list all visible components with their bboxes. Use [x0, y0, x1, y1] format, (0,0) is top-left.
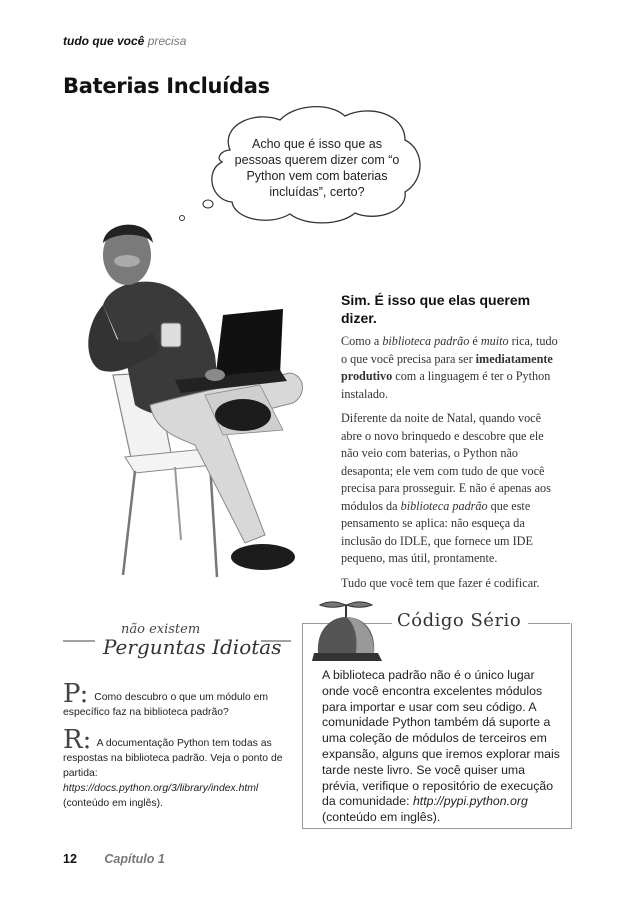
no-dumb-questions-header — [63, 614, 293, 664]
answer-heading: Sim. É isso que elas querem dizer. — [341, 292, 531, 326]
running-head-text: tudo que você — [63, 34, 145, 48]
propeller-cap-icon — [306, 595, 386, 675]
answer-text: A documentação Python tem todas as respostas na biblioteca padrão. Veja o ponto de partida: — [63, 738, 283, 779]
answer-paragraph-2 — [341, 410, 563, 568]
answer-tail: (conteúdo em inglês). — [63, 798, 163, 809]
serious-body: A biblioteca padrão não é o único lugar onde você encontra excelentes módulos para importar e usar com seu código. A comunidade Python também dá suporte a uma coleção de módulos de terceiros em expansão, alguns que iremos explorar mais tarde neste livro. Se você quiser uma prévia, verifique o repositório de execução da comunidade: — [322, 668, 560, 809]
text: que este pensamento se aplica: não esqueça da inclusão do IDLE, que fornece um IDE pequeno, mas útil, prontamente. — [341, 498, 533, 565]
text: Como a — [341, 334, 383, 348]
page-footer — [63, 852, 165, 866]
question-letter: P: — [63, 679, 89, 709]
emphasis: muito — [480, 334, 509, 348]
serious-code-title: Código Sério — [397, 610, 522, 631]
thought-text: Acho que é isso que as pessoas querem dizer com “o Python vem com baterias incluídas”, certo? — [234, 137, 400, 199]
serious-code-text — [322, 668, 562, 826]
strong-text: imediatamente produtivo — [341, 351, 553, 383]
page-title: Baterias Incluídas — [63, 74, 270, 98]
question-text: Como descubro o que um módulo em específico faz na biblioteca padrão? — [63, 692, 269, 718]
answer-paragraph-1 — [341, 333, 563, 403]
text: com a linguagem é ter o Python instalado. — [341, 369, 551, 401]
text: é — [469, 334, 481, 348]
answer-body — [341, 333, 563, 599]
running-head — [63, 34, 186, 48]
chapter-label: Capítulo 1 — [104, 852, 165, 866]
text: Diferente da noite de Natal, quando você abre o novo brinquedo e descobre que ele não veio com baterias, o Python não desaponta; ele vem com tudo de que você precisa para prosseguir. E não é apenas aos módulos da — [341, 411, 551, 513]
serious-tail: (conteúdo em inglês). — [322, 810, 441, 825]
docs-link[interactable]: https://docs.python.org/3/library/index.html — [63, 783, 259, 794]
text: rica, tudo o que você precisa para ser — [341, 334, 558, 366]
running-head-section: precisa — [147, 34, 187, 48]
faq-question — [63, 679, 285, 720]
pypi-link[interactable]: http://pypi.python.org — [412, 794, 528, 809]
emphasis: biblioteca padrão — [400, 498, 488, 513]
faq — [63, 679, 285, 811]
page-number: 12 — [63, 852, 77, 866]
answer-paragraph-3: Tudo que você tem que fazer é codificar. — [341, 575, 540, 590]
answer-letter: R: — [63, 725, 92, 755]
faq-answer — [63, 725, 285, 811]
person-with-laptop-illustration — [55, 205, 335, 585]
no-dumb-small: não existem — [121, 622, 201, 637]
emphasis: biblioteca padrão — [382, 334, 470, 348]
no-dumb-big: Perguntas Idiotas — [103, 635, 282, 659]
box-top-rule-right — [528, 623, 570, 624]
